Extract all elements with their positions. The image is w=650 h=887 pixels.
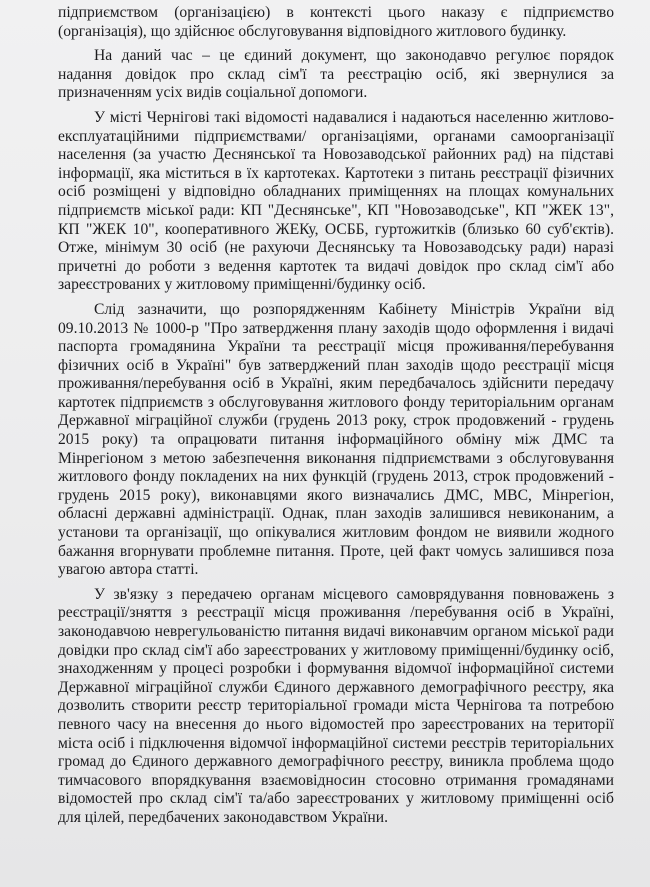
paragraph-4: Слід зазначити, що розпорядженням Кабінету Міністрів України від 09.10.2013 № 1000-р "Про затвердження плану заходів щодо оформлення і видачі паспорта громадянина України та реєстрації місця проживання/перебування фізичних осіб в Україні" був затверджений план заходів щодо реєстрації місця проживання/перебування осіб в Україні, яким передбачалось здійснити передачу картотек підприємств з обслуговування житлового фонду територіальним органам Державної міграційної служби (грудень 2013 року, строк продовжений - грудень 2015 року) та опрацювати питання інформаційного обміну між ДМС та Мінрегіоном з метою забезпечення виконання підприємствами з обслуговування житлового фонду покладених на них функцій (грудень 2013, строк продовжений - грудень 2015 року), виконавцями якого визначались ДМС, МВС, Мінрегіон, обласні державні адміністрації. Однак, план заходів залишився невиконаним, а установи та організації, що опікувалися житловим фондом не виявили жодного бажання вгорнувати проблемне питання. Проте, цей факт чомусь залишився поза увагою автора статті. (58, 300, 614, 579)
paragraph-5: У зв'язку з передачею органам місцевого самоврядування повноважень з реєстрації/зняття з реєстрації місця проживання /перебування осіб в Україні, законодавчою неврегульованістю питання видачі виконавчим органом міської ради довідки про склад сім'ї або зареєстрованих у житловому приміщенні/будинку осіб, знаходженням у процесі розробки і формування відомчої інформаційної системи Державної міграційної служби Єдиного державного демографічного реєстру, яка дозволить створити реєстр територіальної громади міста Чернігова та потребою певного часу на внесення до нього відомостей про зареєстрованих на території міста осіб і підключення відомчої інформаційної системи реєстрів територіальних громад до Єдиного державного демографічного реєстру, виникла проблема щодо тимчасового впорядкування взаємовідносин стосовно отримання громадянами відомостей про склад сім'ї та/або зареєстрованих у житловому приміщенні осіб для цілей, передбачених законодавством України. (58, 585, 614, 826)
paragraph-2: На даний час – це єдиний документ, що законодавчо регулює порядок надання довідок про склад сім'ї та реєстрацію осіб, які звернулися за призначенням усіх видів соціальної допомоги. (58, 47, 614, 102)
document-body (58, 4, 614, 828)
paragraph-3: У місті Чернігові такі відомості надавалися і надаються населенню житлово-експлуатаційними підприємствами/ організаціями, органами самоорганізації населення (за участю Деснянської та Новозаводської районних рад) на підставі інформації, яка міститься в їх картотеках. Картотеки з питань реєстрації фізичних осіб розміщені у відповідно обладнаних приміщеннях на площах комунальних підприємств міської ради: КП "Деснянське", КП "Новозаводське", КП "ЖЕК 13", КП "ЖЕК 10", кооперативного ЖЕКу, ОСББ, гуртожитків (близько 60 суб'єктів). Отже, мінімум 30 осіб (не рахуючи Деснянську та Новозаводську ради) наразі причетні до роботи з ведення картотек та видачі довідок про склад сім'ї або зареєстрованих у житловому приміщенні/будинку осіб. (58, 108, 614, 294)
paragraph-1: підприємством (організацією) в контексті цього наказу є підприємство (організація), що здійснює обслуговування відповідного житлового будинку. (58, 4, 614, 40)
